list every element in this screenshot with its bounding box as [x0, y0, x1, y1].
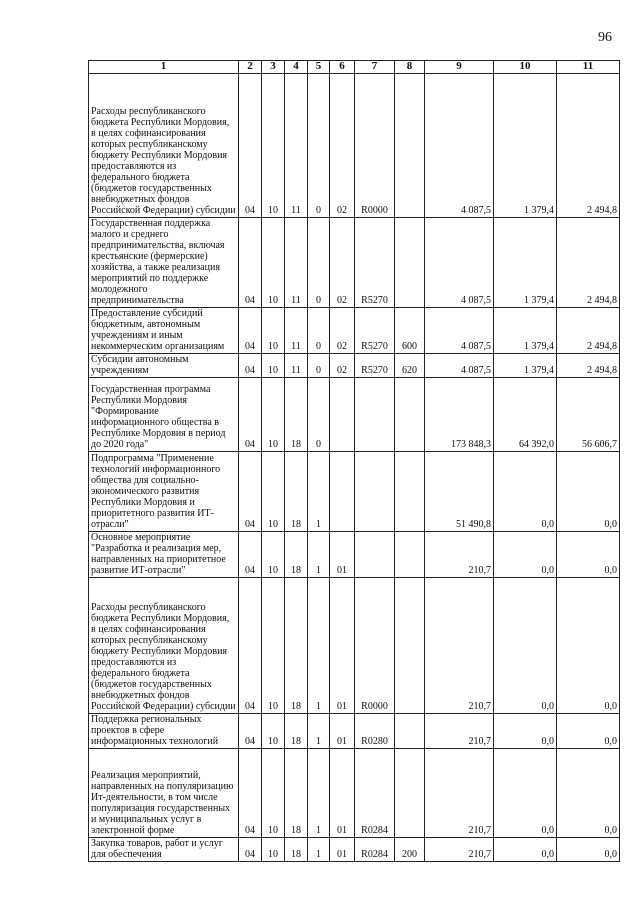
amount-2021-cell: 0,0: [557, 532, 620, 578]
subsection-cell: 10: [262, 532, 285, 578]
table-row: [89, 749, 620, 838]
subsection-cell: 10: [262, 452, 285, 532]
direction-cell: [355, 532, 395, 578]
event-cell: 02: [330, 218, 355, 308]
program-cell: 11: [285, 354, 308, 378]
amount-2020-cell: 0,0: [494, 452, 557, 532]
row-name-cell: Поддержка региональных проектов в сфере информационных технологий: [89, 714, 239, 749]
expense-type-cell: [395, 74, 425, 218]
column-header: 2: [239, 61, 262, 74]
program-cell: 11: [285, 218, 308, 308]
column-header: 5: [308, 61, 330, 74]
amount-2019-cell: 4 087,5: [425, 308, 494, 354]
amount-2020-cell: 64 392,0: [494, 378, 557, 452]
section-cell: 04: [239, 838, 262, 862]
amount-2021-cell: 0,0: [557, 749, 620, 838]
event-cell: 02: [330, 308, 355, 354]
event-cell: 02: [330, 74, 355, 218]
row-name-cell: Расходы республиканского бюджета Республики Мордовия, в целях софинансирования которых республиканскому бюджету Республики Мордовия предоставляются из федерального бюджета (бюджетов государственных внебюджетных фондов Российской Федерации) субсидии: [89, 74, 239, 218]
amount-2021-cell: 56 606,7: [557, 378, 620, 452]
section-cell: 04: [239, 532, 262, 578]
amount-2019-cell: 210,7: [425, 749, 494, 838]
subprogram-cell: 1: [308, 578, 330, 714]
amount-2021-cell: 0,0: [557, 838, 620, 862]
subprogram-cell: 0: [308, 74, 330, 218]
direction-cell: R0284: [355, 749, 395, 838]
expense-type-cell: [395, 532, 425, 578]
expense-type-cell: 200: [395, 838, 425, 862]
subprogram-cell: 0: [308, 354, 330, 378]
direction-cell: R0000: [355, 74, 395, 218]
subsection-cell: 10: [262, 74, 285, 218]
subprogram-cell: 1: [308, 532, 330, 578]
amount-2020-cell: 0,0: [494, 838, 557, 862]
row-name-cell: Предоставление субсидий бюджетным, автономным учреждениям и иным некоммерческим организациям: [89, 308, 239, 354]
amount-2021-cell: 2 494,8: [557, 308, 620, 354]
section-cell: 04: [239, 452, 262, 532]
subsection-cell: 10: [262, 378, 285, 452]
expense-type-cell: [395, 749, 425, 838]
direction-cell: R5270: [355, 218, 395, 308]
event-cell: 01: [330, 714, 355, 749]
direction-cell: R0280: [355, 714, 395, 749]
section-cell: 04: [239, 308, 262, 354]
row-name-cell: Государственная поддержка малого и среднего предпринимательства, включая крестьянские (фермерские) хозяйства, а также реализация мероприятий по поддержке молодежного предпринимательства: [89, 218, 239, 308]
column-header: 3: [262, 61, 285, 74]
row-name-cell: Подпрограмма "Применение технологий информационного общества для социально-экономического развития Республики Мордовия и приоритетного развития ИТ-отрасли": [89, 452, 239, 532]
program-cell: 18: [285, 578, 308, 714]
event-cell: 02: [330, 354, 355, 378]
event-cell: 01: [330, 578, 355, 714]
row-name-cell: Государственная программа Республики Мордовия "Формирование информационного общества в Республике Мордовия в период до 2020 года": [89, 378, 239, 452]
amount-2020-cell: 1 379,4: [494, 218, 557, 308]
event-cell: 01: [330, 838, 355, 862]
event-cell: [330, 378, 355, 452]
row-name-cell: Основное мероприятие "Разработка и реализация мер, направленных на приоритетное развитие ИТ-отрасли": [89, 532, 239, 578]
table-row: [89, 838, 620, 862]
direction-cell: [355, 378, 395, 452]
column-header: 4: [285, 61, 308, 74]
direction-cell: R0284: [355, 838, 395, 862]
subprogram-cell: 0: [308, 308, 330, 354]
table-row: [89, 532, 620, 578]
table-row: [89, 452, 620, 532]
column-header: 1: [89, 61, 239, 74]
event-cell: [330, 452, 355, 532]
subprogram-cell: 1: [308, 838, 330, 862]
row-name-cell: Субсидии автономным учреждениям: [89, 354, 239, 378]
subsection-cell: 10: [262, 354, 285, 378]
column-header: 7: [355, 61, 395, 74]
subsection-cell: 10: [262, 838, 285, 862]
column-header: 9: [425, 61, 494, 74]
subprogram-cell: 1: [308, 714, 330, 749]
budget-table: [88, 60, 620, 862]
direction-cell: R5270: [355, 308, 395, 354]
amount-2021-cell: 0,0: [557, 578, 620, 714]
row-name-cell: Реализация мероприятий, направленных на популяризацию Ит-деятельности, в том числе популяризация государственных и муниципальных услуг в электронной форме: [89, 749, 239, 838]
subsection-cell: 10: [262, 578, 285, 714]
amount-2020-cell: 0,0: [494, 749, 557, 838]
direction-cell: R0000: [355, 578, 395, 714]
amount-2019-cell: 4 087,5: [425, 74, 494, 218]
program-cell: 18: [285, 452, 308, 532]
amount-2019-cell: 210,7: [425, 838, 494, 862]
subsection-cell: 10: [262, 714, 285, 749]
amount-2020-cell: 0,0: [494, 578, 557, 714]
expense-type-cell: [395, 714, 425, 749]
program-cell: 18: [285, 532, 308, 578]
section-cell: 04: [239, 714, 262, 749]
column-header: 11: [557, 61, 620, 74]
subsection-cell: 10: [262, 218, 285, 308]
subprogram-cell: 0: [308, 218, 330, 308]
amount-2020-cell: 1 379,4: [494, 74, 557, 218]
amount-2019-cell: 173 848,3: [425, 378, 494, 452]
table-row: [89, 378, 620, 452]
section-cell: 04: [239, 378, 262, 452]
amount-2021-cell: 2 494,8: [557, 218, 620, 308]
amount-2020-cell: 1 379,4: [494, 354, 557, 378]
table-body: [89, 74, 620, 862]
direction-cell: [355, 452, 395, 532]
expense-type-cell: [395, 452, 425, 532]
subprogram-cell: 1: [308, 749, 330, 838]
expense-type-cell: 620: [395, 354, 425, 378]
section-cell: 04: [239, 578, 262, 714]
program-cell: 18: [285, 749, 308, 838]
row-name-cell: Расходы республиканского бюджета Республики Мордовия, в целях софинансирования которых республиканскому бюджету Республики Мордовия предоставляются из федерального бюджета (бюджетов государственных внебюджетных фондов Российской Федерации) субсидии: [89, 578, 239, 714]
table-row: [89, 308, 620, 354]
event-cell: 01: [330, 749, 355, 838]
expense-type-cell: [395, 578, 425, 714]
expense-type-cell: [395, 378, 425, 452]
table-row: [89, 354, 620, 378]
amount-2020-cell: 1 379,4: [494, 308, 557, 354]
amount-2019-cell: 4 087,5: [425, 218, 494, 308]
amount-2020-cell: 0,0: [494, 714, 557, 749]
table-row: [89, 714, 620, 749]
subprogram-cell: 0: [308, 378, 330, 452]
amount-2019-cell: 210,7: [425, 532, 494, 578]
column-header: 10: [494, 61, 557, 74]
subprogram-cell: 1: [308, 452, 330, 532]
section-cell: 04: [239, 218, 262, 308]
section-cell: 04: [239, 354, 262, 378]
direction-cell: R5270: [355, 354, 395, 378]
section-cell: 04: [239, 74, 262, 218]
program-cell: 18: [285, 378, 308, 452]
row-name-cell: Закупка товаров, работ и услуг для обеспечения: [89, 838, 239, 862]
table-header-row: [89, 61, 620, 74]
program-cell: 18: [285, 838, 308, 862]
expense-type-cell: 600: [395, 308, 425, 354]
column-header: 8: [395, 61, 425, 74]
column-header: 6: [330, 61, 355, 74]
section-cell: 04: [239, 749, 262, 838]
program-cell: 11: [285, 74, 308, 218]
amount-2019-cell: 4 087,5: [425, 354, 494, 378]
amount-2021-cell: 0,0: [557, 452, 620, 532]
amount-2019-cell: 210,7: [425, 714, 494, 749]
program-cell: 18: [285, 714, 308, 749]
page-number: 96: [598, 30, 612, 45]
amount-2021-cell: 2 494,8: [557, 74, 620, 218]
expense-type-cell: [395, 218, 425, 308]
amount-2021-cell: 2 494,8: [557, 354, 620, 378]
amount-2019-cell: 210,7: [425, 578, 494, 714]
program-cell: 11: [285, 308, 308, 354]
amount-2021-cell: 0,0: [557, 714, 620, 749]
subsection-cell: 10: [262, 308, 285, 354]
table-row: [89, 218, 620, 308]
subsection-cell: 10: [262, 749, 285, 838]
amount-2019-cell: 51 490,8: [425, 452, 494, 532]
table-row: [89, 578, 620, 714]
table-row: [89, 74, 620, 218]
amount-2020-cell: 0,0: [494, 532, 557, 578]
event-cell: 01: [330, 532, 355, 578]
